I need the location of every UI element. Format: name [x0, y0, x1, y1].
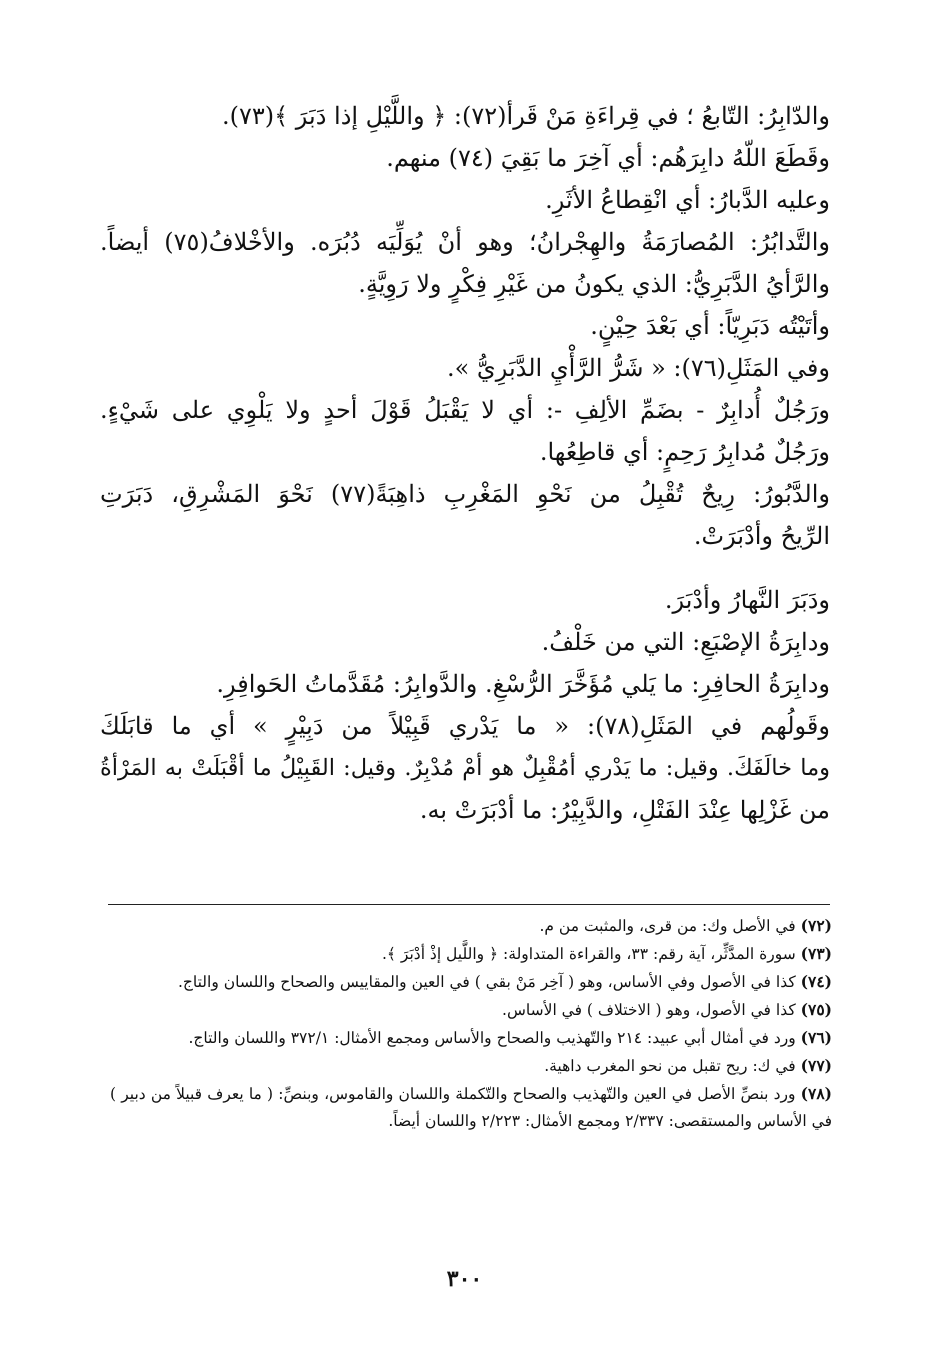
page-number: ٣٠٠	[446, 1266, 483, 1292]
footnotes	[110, 912, 832, 1135]
text-line: والرَّأيُ الدَّبَرِيُّ: الذي يكونُ من غَيْرِ فِكْرٍ ولا رَوِيَّةٍ.	[358, 270, 830, 298]
footnote-text: في الأصل وك: من قرى، والمثبت من م.	[539, 917, 796, 935]
text-line: ودابِرَةُ الحافِرِ: ما يَلي مُؤَخَّرَ الرُّسْغِ. والدَّوابِرُ: مُقَدَّماتُ الحَوافِرِ.	[216, 670, 830, 698]
footnote-text: كذا في الأصول، وهو ( الاختلاف ) في الأساس.	[502, 1001, 796, 1019]
text-line: وما خالَفَكَ. وقيل: ما يَدْري أمُقْبِلٌ هو أمْ مُدْبِرٌ. وقيل: القَبِيْلُ ما أقْبَلَتْ به المَرْأةُ	[100, 755, 830, 781]
footnote	[110, 1080, 832, 1135]
footnote-text: ورد في أمثال أبي عبيد: ٢١٤ والتّهذيب والصحاح والأساس ومجمع الأمثال: ٣٧٢/١ واللسان والتاج.	[188, 1029, 796, 1047]
footnote-text: ورد بنصِّ الأصل في العين والتّهذيب والصحاح والتّكملة واللسان والقاموس، وبنصِّ: ( ما يعرف قبيلاً من دبير ) في الأساس والمستقصى: ٢/٣٣٧ ومجمع الأمثال: ٢/٢٢٣ واللسان أيضاً.	[110, 1085, 832, 1130]
text-line: ورَجُلٌ مُدابِرُ رَحِمٍ: أي قاطِعُها.	[539, 438, 830, 466]
text-line: وعليه الدَّبارُ: أي انْقِطاعُ الأثَرِ.	[545, 186, 830, 214]
text-line: وقَطَعَ اللّهُ دابِرَهُم: أي آخِرَ ما بَقِيَ (٧٤) منهم.	[386, 144, 830, 172]
text-line: ورَجُلٌ أُدابِرٌ - بضَمِّ الألِفِ -: أي لا يَقْبَلُ قَوْلَ أحدٍ ولا يَلْوِي على شَيْءٍ.	[100, 396, 830, 424]
text-line: وقَولُهم في المَثَلِ(٧٨): « ما يَدْري قَبِيْلاً من دَبِيْرٍ » أي ما قابَلَكَ	[100, 712, 830, 740]
footnote-text: في ك: ريح تقبل من نحو المغرب داهية.	[544, 1057, 796, 1075]
footnote	[110, 1052, 832, 1080]
footnote	[110, 996, 832, 1024]
text-line: والتَّدابُرُ: المُصارَمَةُ والهِجْرانُ؛ وهو أنْ يُوَلِّيَه دُبُرَه. والأخْلافُ(٧٥) أيضاً.	[100, 228, 830, 256]
footnote	[110, 1024, 832, 1052]
footnote-text: سورة المدَّثِّر، آية رقم: ٣٣، والقراءة المتداولة: ﴿ واللَّيل إذْ أدْبَرَ ﴾.	[381, 945, 796, 963]
text-line: والدَّبُورُ: رِيحٌ تُقْبِلُ من نَحْوِ المَغْرِبِ ذاهِبَةً(٧٧) نَحْوَ المَشْرِقِ، دَبَرَتِ	[100, 480, 830, 508]
footnote-number: (٧٧)	[800, 1056, 832, 1075]
text-line: والدّابِرُ: التّابعُ ؛ في قِراءَةِ مَنْ قَرأ(٧٢): ﴿ واللَّيْلِ إذا دَبَرَ ﴾(٧٣).	[221, 102, 830, 130]
text-line: وأتَيْتُه دَبَرِيّاً: أي بَعْدَ حِيْنٍ.	[590, 312, 830, 340]
footnote	[110, 940, 832, 968]
footnote-number: (٧٢)	[800, 916, 832, 935]
main-text	[100, 95, 830, 831]
footnote	[110, 968, 832, 996]
text-line: ودابِرَةُ الإصْبَعِ: التي من خَلْفُ.	[541, 628, 830, 656]
footnote-number: (٧٤)	[800, 972, 832, 991]
text-line: ودَبَرَ النَّهارُ وأدْبَرَ.	[664, 586, 830, 614]
footnote-divider	[108, 904, 830, 905]
text-line: من غَزْلِها عِنْدَ الفَتْلِ، والدَّبِيْرُ: ما أدْبَرَتْ به.	[419, 796, 830, 824]
text-line: الرِّيحُ وأدْبَرَتْ.	[693, 522, 830, 550]
footnote-number: (٧٨)	[800, 1084, 832, 1103]
footnote-number: (٧٥)	[800, 1000, 832, 1019]
footnote-number: (٧٣)	[800, 944, 832, 963]
paragraph-gap	[100, 557, 830, 579]
text-line: وفي المَثَلِ(٧٦): « شَرُّ الرَّأْيِ الدَّبَرِيُّ ».	[446, 354, 830, 382]
footnote	[110, 912, 832, 940]
footnote-text: كذا في الأصول وفي الأساس، وهو ( آخِر مَنْ بقي ) في العين والمقاييس والصحاح واللسان والتاج.	[177, 973, 796, 991]
footnote-number: (٧٦)	[800, 1028, 832, 1047]
